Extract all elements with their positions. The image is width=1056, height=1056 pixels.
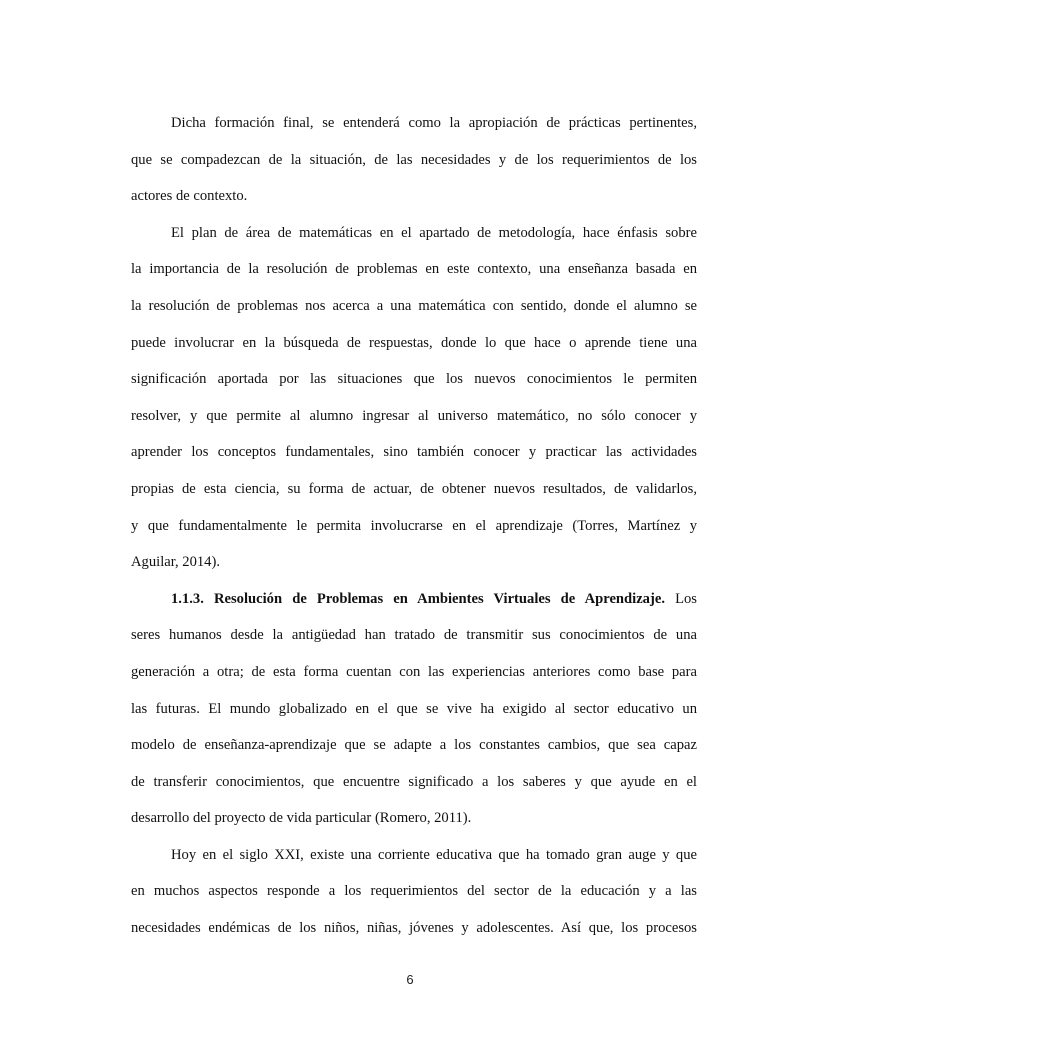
page-number: 6 [406, 972, 414, 987]
text-line: modelo de enseñanza-aprendizaje que se adapte a los constantes cambios, que sea capaz [131, 737, 697, 754]
text-line: y que fundamentalmente le permita involucrarse en el aprendizaje (Torres, Martínez y [131, 517, 697, 534]
text-line: Hoy en el siglo XXI, existe una corriente educativa que ha tomado gran auge y que [171, 846, 697, 863]
text-line: las futuras. El mundo globalizado en el que se vive ha exigido al sector educativo un [131, 700, 697, 717]
text-line: significación aportada por las situaciones que los nuevos conocimientos le permiten [131, 371, 697, 388]
text-line: resolver, y que permite al alumno ingresar al universo matemático, no sólo conocer y [131, 407, 697, 424]
text-line: la resolución de problemas nos acerca a una matemática con sentido, donde el alumno se [131, 297, 697, 314]
text-line: la importancia de la resolución de problemas en este contexto, una enseñanza basada en [131, 261, 697, 278]
text-line: propias de esta ciencia, su forma de actuar, de obtener nuevos resultados, de validarlos, [131, 480, 697, 497]
paragraph-plan-de-area [131, 220, 697, 586]
section-resolucion-problemas [131, 586, 697, 842]
text-line: Aguilar, 2014). [131, 554, 220, 571]
paragraph-siglo-xxi [131, 842, 697, 952]
paragraph-formacion-final [131, 110, 697, 220]
section-heading-continuation: Los [664, 590, 697, 607]
text-line: generación a otra; de esta forma cuentan con las experiencias anteriores como base para [131, 663, 697, 680]
text-line: en muchos aspectos responde a los requerimientos del sector de la educación y a las [131, 883, 697, 900]
text-line: que se compadezcan de la situación, de las necesidades y de los requerimientos de los [131, 151, 697, 168]
text-line: desarrollo del proyecto de vida particular (Romero, 2011). [131, 810, 472, 827]
section-heading-line [131, 586, 697, 623]
text-line: de transferir conocimientos, que encuentre significado a los saberes y que ayude en el [131, 773, 697, 790]
text-line: Dicha formación final, se entenderá como la apropiación de prácticas pertinentes, [171, 115, 697, 131]
text-line: puede involucrar en la búsqueda de respuestas, donde lo que hace o aprende tiene una [131, 334, 697, 351]
text-line: actores de contexto. [131, 188, 248, 205]
text-line: aprender los conceptos fundamentales, sino también conocer y practicar las actividades [131, 444, 697, 461]
section-heading: 1.1.3. Resolución de Problemas en Ambientes Virtuales de Aprendizaje. [171, 590, 665, 607]
text-line: necesidades endémicas de los niños, niñas, jóvenes y adolescentes. Así que, los procesos [131, 920, 697, 937]
document-body [131, 110, 697, 952]
text-line: El plan de área de matemáticas en el apartado de metodología, hace énfasis sobre [171, 224, 697, 241]
text-line: seres humanos desde la antigüedad han tratado de transmitir sus conocimientos de una [131, 627, 697, 644]
